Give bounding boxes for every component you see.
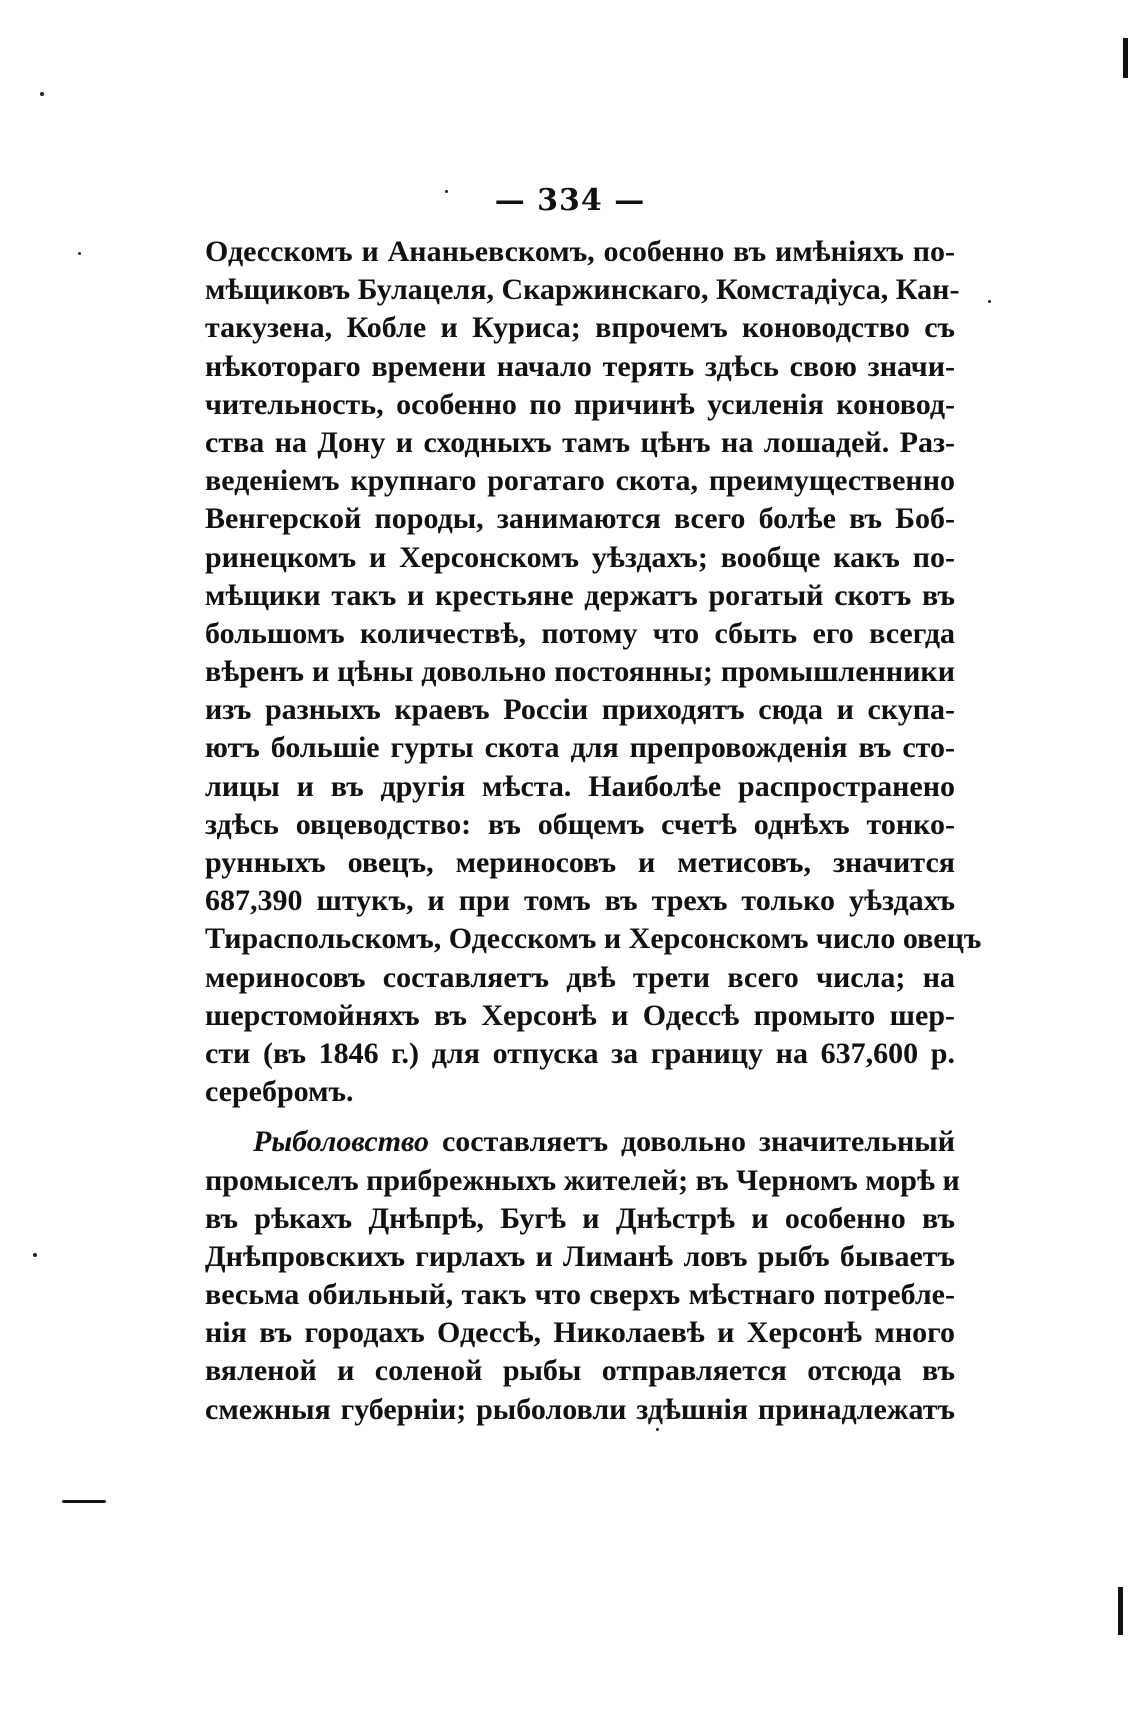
text-line: смежныя губерніи; рыболовли здѣшнія принадлежатъ bbox=[205, 1392, 955, 1426]
text-line: въ рѣкахъ Днѣпрѣ, Бугѣ и Днѣстрѣ и особенно въ bbox=[205, 1201, 955, 1235]
text-line: веденіемъ крупнаго рогатаго скота, преимущественно bbox=[205, 464, 955, 498]
page-number: — 334 — bbox=[494, 183, 646, 218]
scan-speck bbox=[33, 1253, 37, 1257]
paragraph-1 bbox=[205, 233, 982, 1111]
text-line: мериносовъ составляетъ двѣ трети всего числа; на bbox=[205, 960, 955, 994]
text-line: мѣщики такъ и крестьяне держатъ рогатый скотъ въ bbox=[205, 578, 955, 612]
text-line: Венгерской породы, занимаются всего болѣе въ Боб- bbox=[205, 502, 955, 536]
scan-speck bbox=[988, 300, 991, 303]
scan-edge-mark bbox=[1123, 38, 1128, 78]
scan-speck bbox=[40, 92, 44, 96]
scan-edge-mark bbox=[1118, 1587, 1123, 1635]
text-line: нѣкотораго времени начало терять здѣсь свою значи- bbox=[205, 349, 955, 383]
scan-mark bbox=[62, 1500, 106, 1503]
text-line: шерстомойняхъ въ Херсонѣ и Одессѣ промыто шер- bbox=[205, 998, 955, 1032]
text-line: большомъ количествѣ, потому что сбыть его всегда bbox=[205, 616, 955, 650]
text-line: рунныхъ овецъ, мериносовъ и метисовъ, значится bbox=[205, 846, 955, 879]
paragraph-2 bbox=[205, 1123, 960, 1429]
text-line: такузена, Кобле и Куриса; впрочемъ коноводство съ bbox=[205, 311, 955, 345]
scan-speck bbox=[656, 1428, 659, 1431]
text-line: нія въ городахъ Одессѣ, Николаевѣ и Херсонѣ много bbox=[205, 1316, 955, 1350]
scan-speck bbox=[78, 252, 81, 255]
scan-speck bbox=[445, 190, 448, 193]
text-line: весьма обильный, такъ что сверхъ мѣстнаго потребле- bbox=[205, 1278, 955, 1312]
text-line: сти (въ 1846 г.) для отпуска за границу на 637,600 р. bbox=[205, 1036, 955, 1070]
text-line: 687,390 штукъ, и при томъ въ трехъ только уѣздахъ bbox=[205, 884, 955, 918]
text-line: промыселъ прибрежныхъ жителей; въ Черномъ морѣ и bbox=[205, 1163, 960, 1197]
text-fragment: составляетъ довольно значительный bbox=[429, 1125, 955, 1159]
text-line: серебромъ. bbox=[205, 1075, 354, 1109]
text-line: Тираспольскомъ, Одесскомъ и Херсонскомъ число овецъ bbox=[205, 922, 982, 956]
text-line: изъ разныхъ краевъ Россіи приходятъ сюда и скупа- bbox=[205, 693, 955, 727]
text-line: вяленой и соленой рыбы отправляется отсюда въ bbox=[205, 1354, 955, 1388]
text-line bbox=[205, 1123, 955, 1161]
text-line: лицы и въ другія мѣста. Наиболѣе распространено bbox=[205, 769, 955, 803]
text-line: мѣщиковъ Булацеля, Скаржинскаго, Комстадіуса, Кан- bbox=[205, 273, 960, 307]
text-line: здѣсь овцеводство: въ общемъ счетѣ однѣхъ тонко- bbox=[205, 807, 955, 841]
text-line: Днѣпровскихъ гирлахъ и Лиманѣ ловъ рыбъ бываетъ bbox=[205, 1239, 955, 1273]
text-line: Одесскомъ и Ананьевскомъ, особенно въ имѣніяхъ по- bbox=[205, 235, 955, 268]
text-line: чительность, особенно по причинѣ усиленія коновод- bbox=[205, 387, 955, 421]
text-line: ринецкомъ и Херсонскомъ уѣздахъ; вообще какъ по- bbox=[205, 540, 955, 574]
text-line: ства на Дону и сходныхъ тамъ цѣнъ на лошадей. Раз- bbox=[205, 425, 955, 459]
text-line: вѣренъ и цѣны довольно постоянны; промышленники bbox=[205, 655, 955, 689]
body-text bbox=[205, 233, 982, 1429]
lead-term: Рыболовство bbox=[253, 1125, 430, 1159]
text-line: ютъ большіе гурты скота для препровожденія въ сто- bbox=[205, 731, 955, 765]
